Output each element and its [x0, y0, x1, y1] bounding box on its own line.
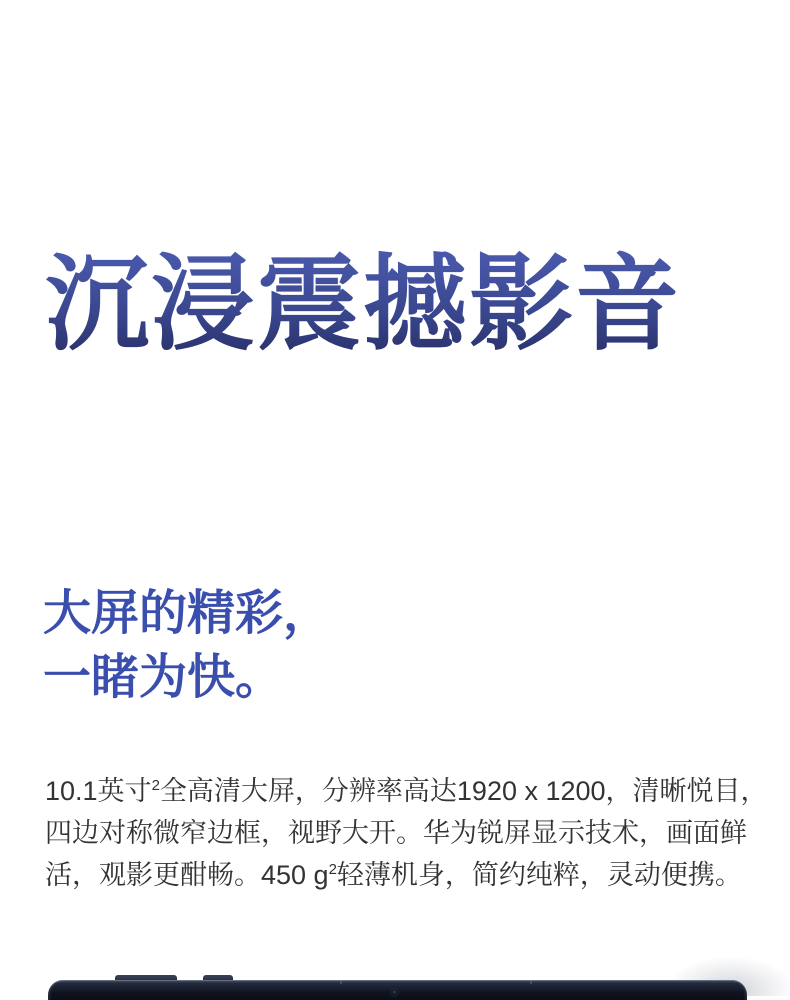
feature-description-line1: 10.1英寸$^2$全高清大屏，分辨率高达1920 x 1200，清晰悦目，	[45, 776, 768, 806]
superscript-footnote: 2	[328, 861, 337, 878]
feature-description	[45, 770, 768, 896]
front-camera-dot	[391, 989, 398, 996]
feature-description-line3: 活，观影更酣畅。450 $g^2$轻薄机身，简约纯粹，灵动便携。	[45, 860, 742, 890]
feature-heading-line2: 一睹为快。	[43, 651, 284, 704]
feature-heading-line1: 大屏的精彩，	[43, 587, 332, 640]
superscript-footnote: 2	[151, 777, 160, 794]
feature-description-line2: 四边对称微窄边框，视野大开。华为锐屏显示技术，画面鲜	[45, 818, 747, 848]
tablet-antenna-seam	[340, 980, 342, 984]
feature-heading	[43, 582, 331, 710]
hero-title: 沉浸震撼影音	[45, 244, 681, 367]
tablet-antenna-seam	[530, 980, 532, 984]
